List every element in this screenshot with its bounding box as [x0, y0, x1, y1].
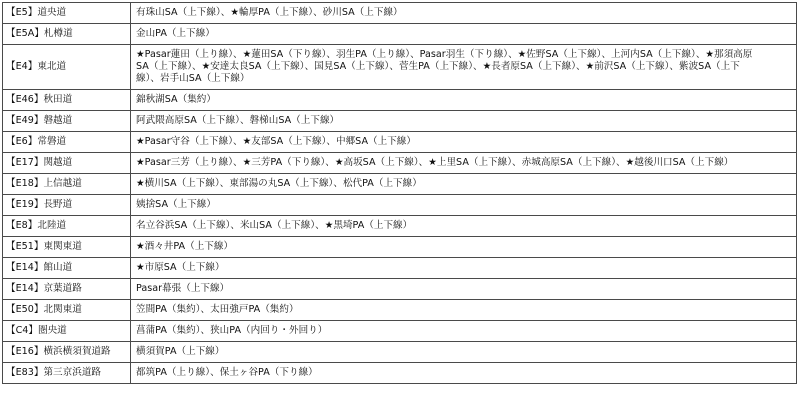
facilities-cell: 都筑PA（上り線）、保土ヶ谷PA（下り線）: [131, 363, 797, 384]
table-row: [3, 258, 797, 279]
table-row: [3, 363, 797, 384]
road-name-cell: 【E16】横浜横須賀道路: [3, 342, 131, 363]
table-row: [3, 153, 797, 174]
road-name-cell: 【E49】磐越道: [3, 111, 131, 132]
road-name-cell: 【E5】道央道: [3, 3, 131, 24]
facilities-cell: ★市原SA（上下線）: [131, 258, 797, 279]
facilities-cell: 笠間PA（集約）、太田強戸PA（集約）: [131, 300, 797, 321]
facilities-cell: ★Pasar三芳（上り線）、★三芳PA（下り線）、★高坂SA（上下線）、★上里SA（上下線）、赤城高原SA（上下線）、★越後川口SA（上下線）: [131, 153, 797, 174]
facilities-cell: 金山PA（上下線）: [131, 24, 797, 45]
road-name-cell: 【E51】東関東道: [3, 237, 131, 258]
road-name-cell: 【E18】上信越道: [3, 174, 131, 195]
table-row: [3, 237, 797, 258]
facilities-cell: ★酒々井PA（上下線）: [131, 237, 797, 258]
table-row: [3, 90, 797, 111]
facilities-cell: ★横川SA（上下線）、東部湯の丸SA（上下線）、松代PA（上下線）: [131, 174, 797, 195]
table-row: [3, 321, 797, 342]
facilities-cell: 錦秋湖SA（集約）: [131, 90, 797, 111]
road-name-cell: 【E46】秋田道: [3, 90, 131, 111]
facilities-cell: ★Pasar守谷（上下線）、★友部SA（上下線）、中郷SA（上下線）: [131, 132, 797, 153]
road-name-cell: 【E8】北陸道: [3, 216, 131, 237]
road-name-cell: 【E83】第三京浜道路: [3, 363, 131, 384]
table-row: [3, 279, 797, 300]
facility-table: [2, 2, 797, 384]
road-name-cell: 【E50】北関東道: [3, 300, 131, 321]
table-row: [3, 195, 797, 216]
facilities-cell: Pasar幕張（上下線）: [131, 279, 797, 300]
facilities-cell: 姨捨SA（上下線）: [131, 195, 797, 216]
table-row: [3, 342, 797, 363]
road-name-cell: 【E17】関越道: [3, 153, 131, 174]
facilities-cell: 阿武隈高原SA（上下線）、磐梯山SA（上下線）: [131, 111, 797, 132]
facilities-cell: ★Pasar蓮田（上り線）、★蓮田SA（下り線）、羽生PA（上り線）、Pasar羽生（下り線）、★佐野SA（上下線）、上河内SA（上下線）、★那須高原SA（上下線）、★安達太良SA（上下線）、国見SA（上下線）、菅生PA（上下線）、★長者原SA（上下線）、★前沢SA（上下線）、紫波SA（上下線）、岩手山SA（上下線）: [131, 45, 797, 90]
road-name-cell: 【C4】圏央道: [3, 321, 131, 342]
table-row: [3, 111, 797, 132]
road-name-cell: 【E14】京葉道路: [3, 279, 131, 300]
road-name-cell: 【E5A】札樽道: [3, 24, 131, 45]
road-name-cell: 【E14】館山道: [3, 258, 131, 279]
road-name-cell: 【E4】東北道: [3, 45, 131, 90]
table-row: [3, 300, 797, 321]
facilities-cell: 名立谷浜SA（上下線）、米山SA（上下線）、★黒埼PA（上下線）: [131, 216, 797, 237]
table-row: [3, 216, 797, 237]
table-row: [3, 174, 797, 195]
road-name-cell: 【E19】長野道: [3, 195, 131, 216]
table-row: [3, 45, 797, 90]
table-row: [3, 3, 797, 24]
table-row: [3, 132, 797, 153]
facilities-cell: 有珠山SA（上下線）、★輪厚PA（上下線）、砂川SA（上下線）: [131, 3, 797, 24]
road-name-cell: 【E6】常磐道: [3, 132, 131, 153]
facilities-cell: 菖蒲PA（集約）、狭山PA（内回り・外回り）: [131, 321, 797, 342]
table-row: [3, 24, 797, 45]
facilities-cell: 横須賀PA（上下線）: [131, 342, 797, 363]
